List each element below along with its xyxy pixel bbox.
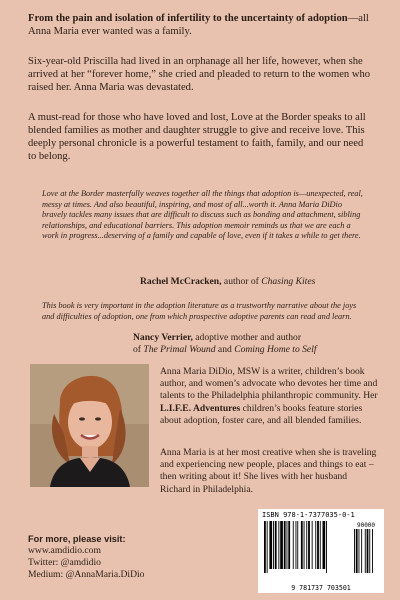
barcode-bar (326, 521, 327, 573)
endorser-title-2: adoptive mother and author (192, 332, 302, 343)
barcode-bar (293, 521, 294, 569)
isbn-label: ISBN 978-1-7377035-0-1 (262, 511, 355, 519)
barcode-addon-bar (354, 529, 355, 573)
barcode-addon-bar (356, 529, 358, 573)
barcode-bar (278, 521, 279, 569)
isbn-barcode (258, 509, 384, 593)
barcode-addon-bar (365, 529, 366, 573)
barcode-bar (297, 521, 298, 569)
endorser-name-1: Rachel McCracken, (140, 276, 222, 287)
endorsement-quote-2: This book is very important in the adoption literature as a trustworthy narrative about the joys and difficulties of adoption, one from which prospective adoptive parents can read and learn. (42, 301, 357, 321)
barcode-bar (323, 521, 326, 569)
barcode-bar (315, 521, 316, 569)
endorser-name-2: Nancy Verrier, (133, 332, 193, 343)
endorsement-attribution-1 (140, 276, 315, 287)
description-paragraph-3 (28, 111, 374, 163)
endorser-work-2a: The Primal Wound (143, 344, 216, 355)
barcode-addon-bar (361, 529, 362, 573)
website-link[interactable]: www.amdidio.com (28, 545, 101, 556)
barcode-bar (296, 521, 297, 569)
endorser-work-1: Chasing Kites (261, 276, 316, 287)
description-paragraph-1 (28, 12, 374, 38)
barcode-digits: 9 781737 703501 (291, 584, 351, 592)
endorsement-quote-1: Love at the Border masterfully weaves together all the things that adoption is—unexpected, real, messy at times. And also beautiful, inspiring, and most of all...worth it. Anna Maria DiDio bravely tackles many issues that are difficult to discuss such as bonding and attachment, sibling relationships, and educational barriers. This adoption memoir reminds us that we are each a work in progress...deserving of a family and capable of love, even if it takes a while to get there. (42, 189, 363, 241)
author-bio-paragraph-2: Anna Maria is at her most creative when she is traveling and experiencing new people, places and things to eat – then writing about it! She lives with her husband Richard in Philadelphia. (160, 447, 377, 495)
barcode-bar (320, 521, 321, 569)
author-photo (30, 364, 149, 487)
barcode-bar (284, 521, 286, 569)
barcode-addon-bar (369, 529, 370, 573)
contact-info (28, 533, 248, 581)
barcode-addon-label: 90000 (356, 522, 376, 529)
barcode-bar (275, 521, 277, 569)
barcode-bar (280, 521, 283, 569)
endorser-title-1: author of (221, 276, 262, 287)
endorser-work-2b: Coming Home to Self (234, 344, 317, 355)
description-lead: From the pain and isolation of infertility to the uncertainty of adoption (28, 13, 348, 24)
barcode-bar (301, 521, 303, 569)
barcode-bar (306, 521, 307, 569)
description-text-2: Six-year-old Priscilla had lived in an orphanage all her life, however, when she arrived at her “forever home,” she cried and pleaded to return to the women who raised her. Anna Maria was devastated. (28, 56, 371, 93)
barcode-bar (312, 521, 313, 569)
barcode-bar (317, 521, 319, 569)
description-paragraph-2 (28, 55, 374, 94)
contact-heading: For more, please visit: (28, 534, 126, 544)
barcode-addon-bar (359, 529, 360, 573)
barcode-bars (262, 521, 380, 581)
series-name: L.I.F.E. Adventures (160, 402, 241, 414)
barcode-bar (308, 521, 310, 569)
barcode-addon-bar (367, 529, 369, 573)
endorsement-attribution-2-works: of The Primal Wound and Coming Home to Self (133, 344, 317, 355)
barcode-bar (304, 521, 305, 569)
medium-handle[interactable]: Medium: @AnnaMaria.DiDio (28, 569, 145, 580)
description-lead-rest: —all Anna Maria ever wanted was a family. (28, 13, 369, 37)
barcode-bar (267, 521, 268, 573)
author-portrait-image (30, 364, 149, 487)
endorsement-attribution-2 (133, 332, 301, 343)
barcode-bar (288, 521, 290, 569)
barcode-bar (269, 521, 272, 569)
description-text-3: A must-read for those who have loved and lost, Love at the Border speaks to all blended families as mother and daughter struggle to give and receive love. This deeply personal chronicle is a powerful testament to faith, family, and our need to belong. (28, 112, 366, 162)
barcode-bar (287, 521, 288, 569)
barcode-addon-bar (372, 529, 373, 573)
twitter-handle[interactable]: Twitter: @amdidio (28, 557, 101, 568)
barcode-bar (264, 521, 266, 573)
author-bio-paragraph-1: Anna Maria DiDio, MSW is a writer, children’s book author, and women’s advocate who devotes her time and talents to the Philadelphia philanthropic community. Her L.I.F.E. Adventures children’s books feature stories about adoption, foster care, and all blended families. (160, 366, 378, 426)
barcode-bar (273, 521, 274, 569)
